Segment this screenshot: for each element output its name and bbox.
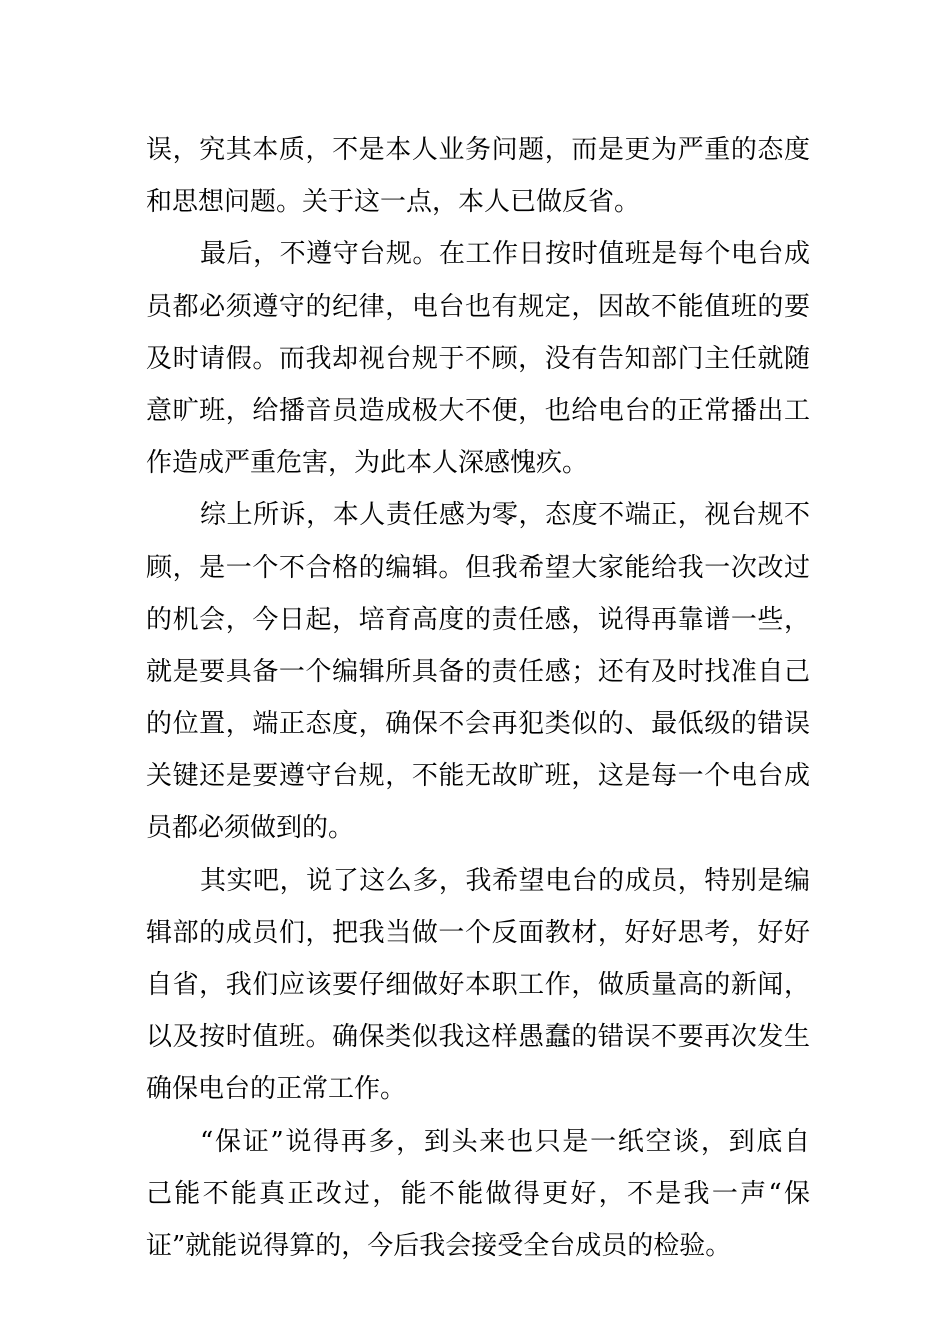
- text-line: 综上所诉，本人责任感为零，态度不端正，视台规不: [200, 500, 810, 531]
- text-line: 员都必须遵守的纪律，电台也有规定，因故不能值班的要: [146, 291, 810, 322]
- text-line: 关键还是要遵守台规，不能无故旷班，这是每一个电台成: [146, 761, 810, 792]
- text-line: 的位置，端正态度，确保不会再犯类似的、最低级的错误: [146, 709, 810, 740]
- text-line: 意旷班，给播音员造成极大不便，也给电台的正常播出工: [146, 395, 810, 426]
- text-line: 其实吧，说了这么多，我希望电台的成员，特别是编: [200, 865, 810, 896]
- text-line: 最后，不遵守台规。在工作日按时值班是每个电台成: [200, 239, 810, 270]
- text-line: 就是要具备一个编辑所具备的责任感；还有及时找准自己: [146, 656, 810, 687]
- text-line: 员都必须做到的。: [146, 813, 355, 844]
- text-line: 证”就能说得算的，今后我会接受全台成员的检验。: [146, 1230, 732, 1261]
- text-line: 辑部的成员们，把我当做一个反面教材，好好思考，好好: [146, 917, 810, 948]
- text-line: 和思想问题。关于这一点，本人已做反省。: [146, 187, 641, 218]
- text-line: “保证”说得再多，到头来也只是一纸空谈，到底自: [200, 1126, 810, 1157]
- text-line: 己能不能真正改过，能不能做得更好，不是我一声“保: [146, 1178, 810, 1209]
- document-body: [146, 124, 810, 1272]
- text-line: 确保电台的正常工作。: [146, 1074, 407, 1105]
- text-line: 及时请假。而我却视台规于不顾，没有告知部门主任就随: [146, 343, 810, 374]
- text-line: 误，究其本质，不是本人业务问题，而是更为严重的态度: [146, 135, 810, 165]
- text-line: 以及按时值班。确保类似我这样愚蠢的错误不要再次发生: [146, 1022, 810, 1053]
- text-line: 顾，是一个不合格的编辑。但我希望大家能给我一次改过: [146, 552, 810, 583]
- text-line: 自省，我们应该要仔细做好本职工作，做质量高的新闻，: [146, 970, 810, 1000]
- text-line: 的机会，今日起，培育高度的责任感，说得再靠谱一些，: [146, 604, 810, 635]
- text-line: 作造成严重危害，为此本人深感愧疚。: [146, 448, 589, 479]
